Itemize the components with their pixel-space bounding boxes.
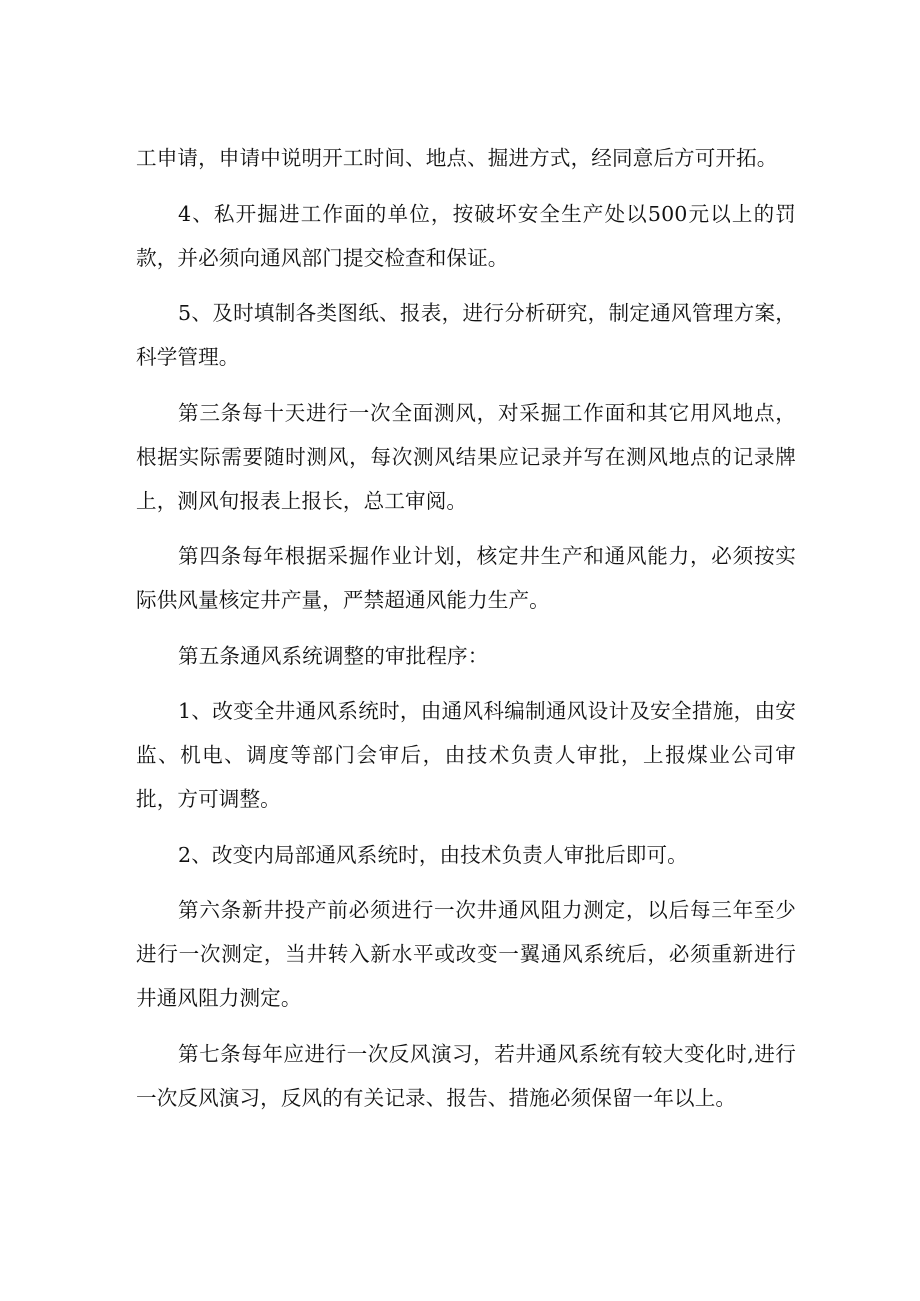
paragraph-article-3: 第三条每十天进行一次全面测风，对采掘工作面和其它用风地点，根据实际需要随时测风，每次测风结果应记录并写在测风地点的记录牌上，测风旬报表上报长，总工审阅。 bbox=[136, 400, 796, 513]
paragraph-article-5-item-2: 2、改变内局部通风系统时，由技术负责人审批后即可。 bbox=[178, 842, 688, 867]
paragraph-article-5: 第五条通风系统调整的审批程序： bbox=[178, 643, 489, 668]
paragraph-article-6: 第六条新井投产前必须进行一次井通风阻力测定，以后每三年至少进行一次测定，当井转入新水平或改变一翼通风系统后，必须重新进行井通风阻力测定。 bbox=[136, 898, 796, 1010]
paragraph-article-5-item-1: 1、改变全井通风系统时，由通风科编制通风设计及安全措施，由安监、机电、调度等部门会审后，由技术负责人审批，上报煤业公司审批，方可调整。 bbox=[136, 699, 796, 811]
document-body bbox=[136, 136, 796, 1131]
paragraph-article-4: 第四条每年根据采掘作业计划，核定井生产和通风能力，必须按实际供风量核定井产量，严禁超通风能力生产。 bbox=[136, 544, 796, 612]
paragraph-article-7: 第七条每年应进行一次反风演习，若井通风系统有较大变化时,进行一次反风演习，反风的有关记录、报告、措施必须保留一年以上。 bbox=[136, 1041, 796, 1110]
paragraph-item-5: 5、及时填制各类图纸、报表，进行分析研究，制定通风管理方案，科学管理。 bbox=[136, 301, 796, 369]
paragraph-item-4: 4、私开掘进工作面的单位，按破坏安全生产处以500元以上的罚款，并必须向通风部门提交检查和保证。 bbox=[136, 201, 796, 270]
paragraph-continuation: 工申请，申请中说明开工时间、地点、掘进方式，经同意后方可开拓。 bbox=[136, 146, 778, 170]
